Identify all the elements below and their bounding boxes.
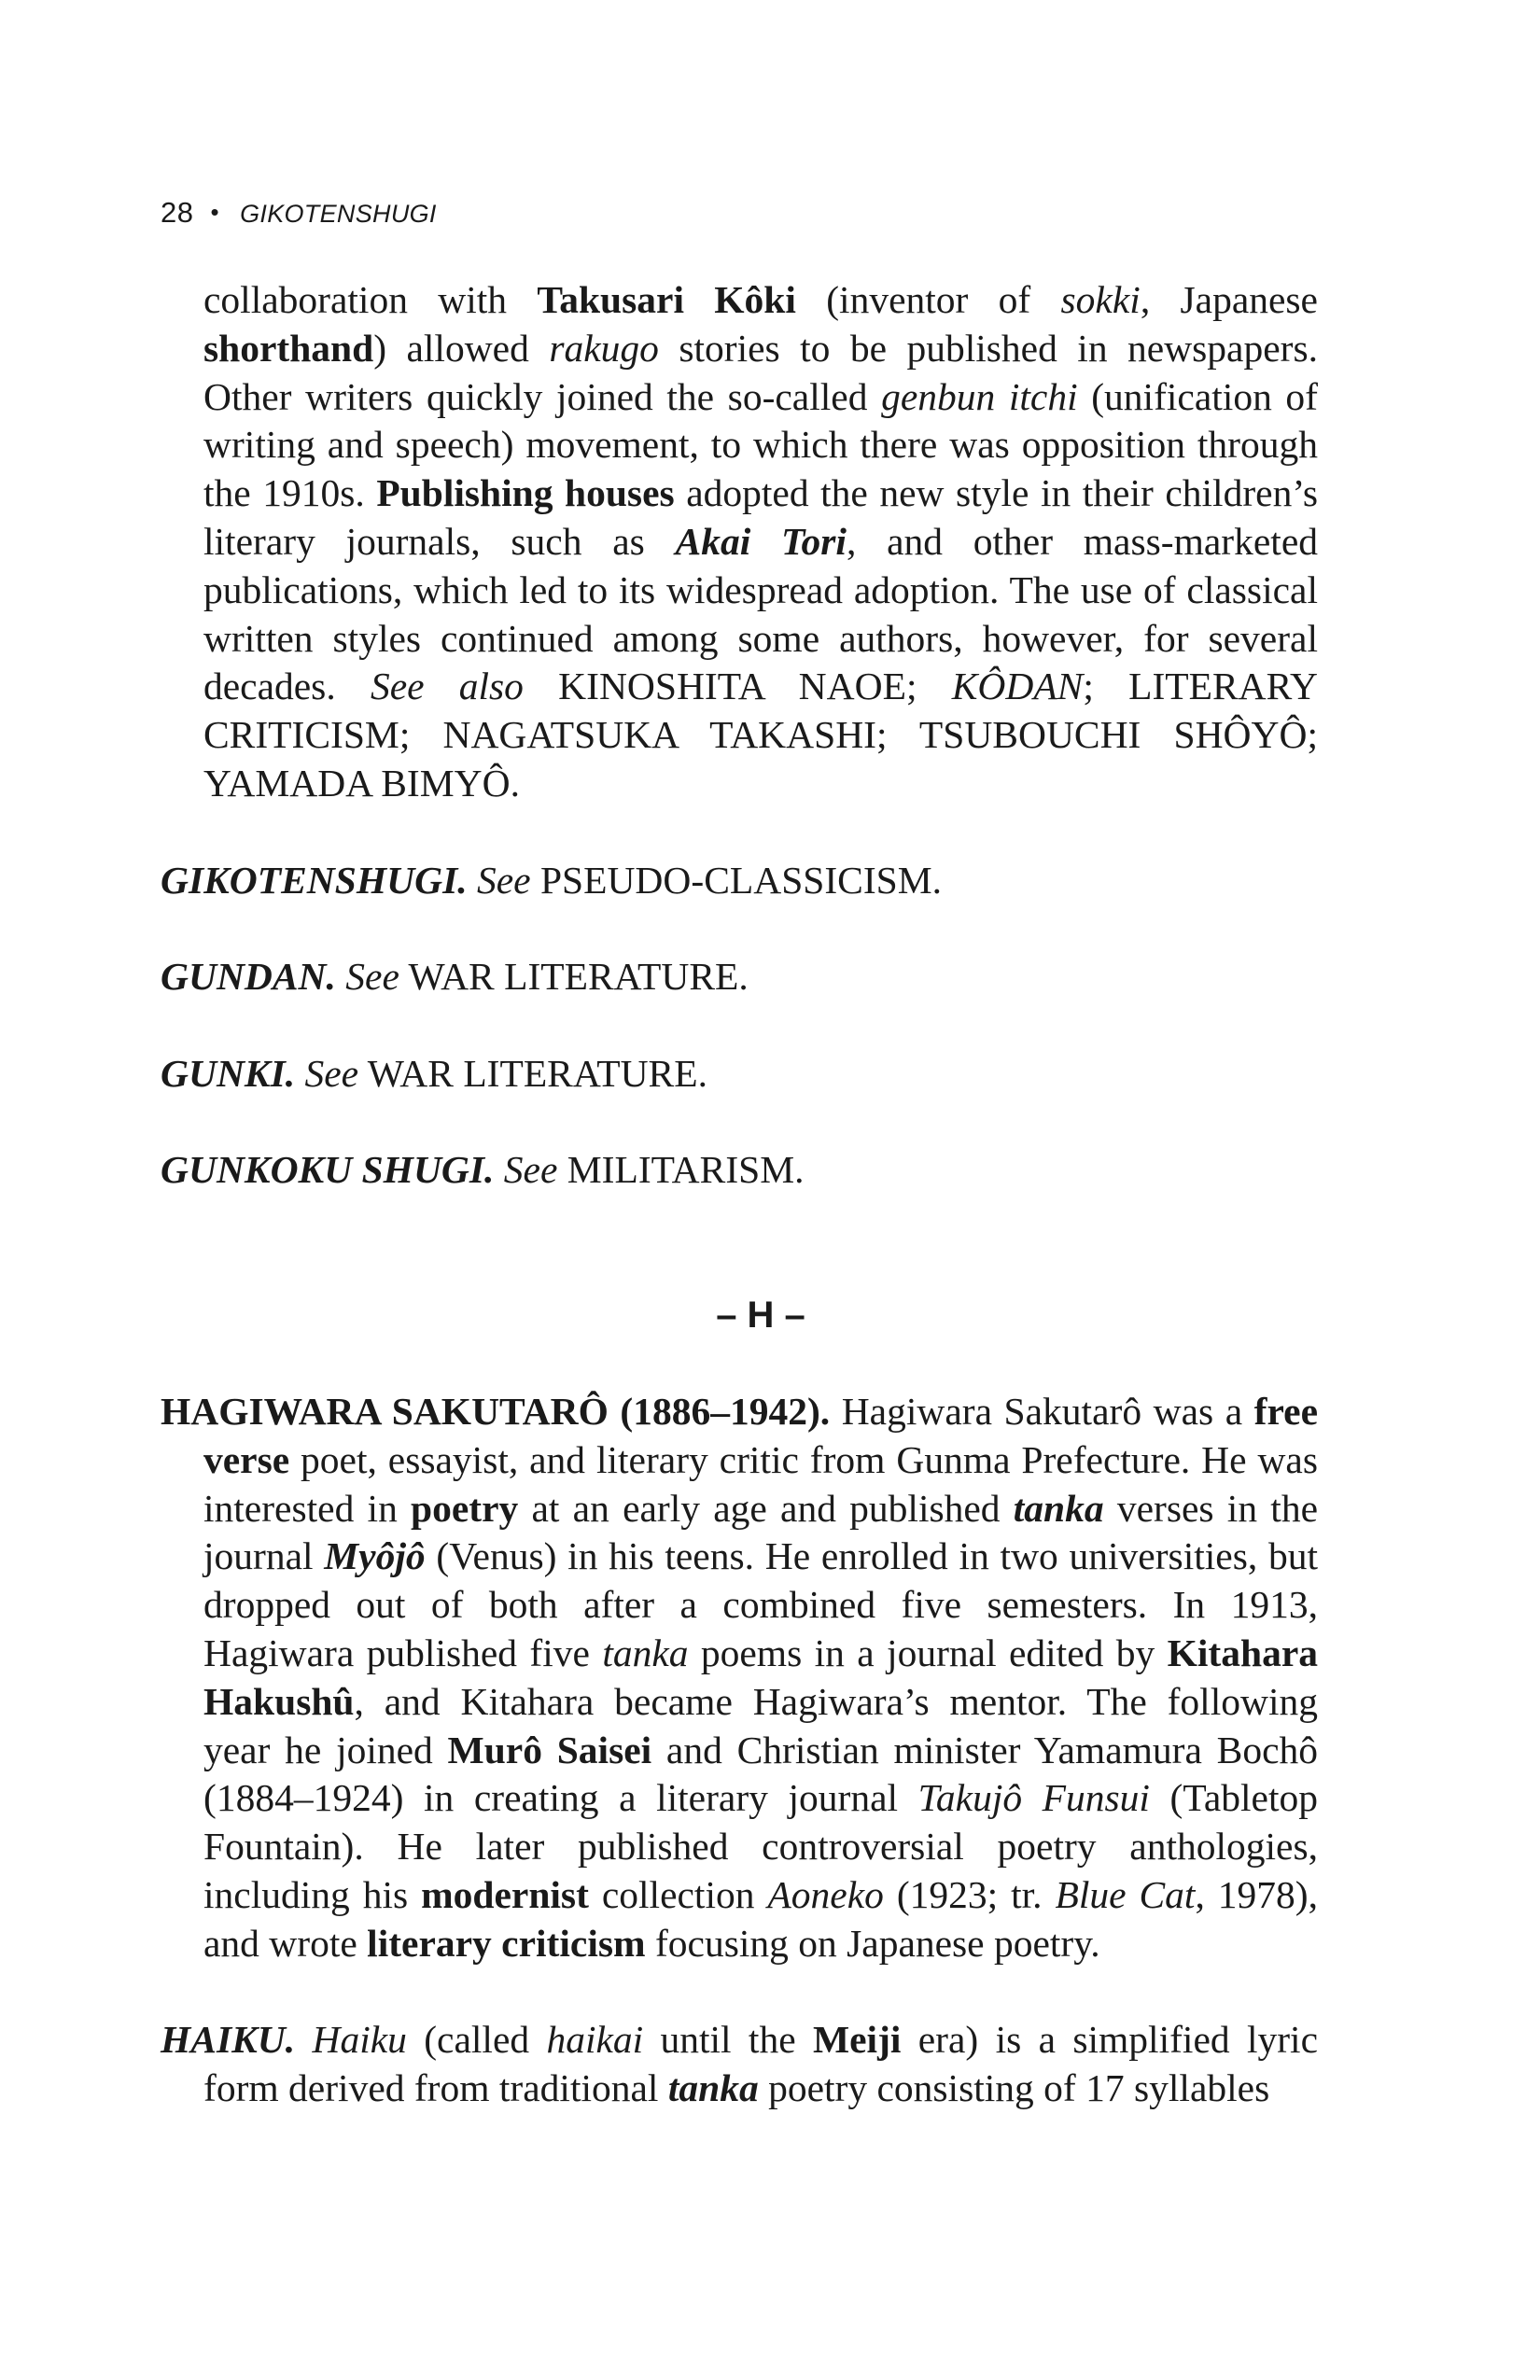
entry-haiku — [161, 2016, 1318, 2113]
text: stories to be published in newspapers. Other writers quickly joined the so-called — [203, 326, 1318, 418]
cross-ref-entry — [161, 1146, 1318, 1195]
text: collaboration with — [203, 278, 538, 321]
text: poet, essayist, and literary critic from Gunma Prefecture. He was interested in — [203, 1437, 1318, 1530]
genbun-itchi-continuation — [161, 276, 1318, 808]
cross-ref-entry — [161, 857, 1318, 905]
section-letter-heading: – H – — [716, 1295, 805, 1337]
see-target: MILITARISM. — [557, 1148, 805, 1192]
text: (unification of writing and speech) movement, to which there was opposition through the 1910s. — [203, 374, 1319, 515]
see-label: See — [304, 1051, 359, 1095]
entry-headword: HAGIWARA SAKUTARÔ (1886–1942). — [161, 1389, 831, 1433]
entry-term: GIKOTENSHUGI. — [161, 858, 468, 902]
entry-term: GUNDAN. — [161, 955, 336, 999]
italic-term: Aoneko — [767, 1872, 884, 1916]
spacer — [161, 1195, 1318, 1291]
cross-ref-bold: shorthand — [203, 326, 374, 370]
see-label: See — [503, 1148, 558, 1192]
spacer — [161, 808, 1318, 857]
entry-term: GUNKI. — [161, 1051, 296, 1095]
text: (inventor of — [795, 278, 1061, 321]
italic-term: rakugo — [549, 326, 659, 370]
page-body — [161, 276, 1318, 2113]
text: collection — [588, 1872, 768, 1916]
text — [295, 2018, 312, 2061]
see-label: See — [345, 955, 399, 999]
cross-ref-bold-italic: tanka — [667, 2066, 759, 2110]
text: (1923; tr. — [883, 1872, 1056, 1916]
entry-hagiwara-sakutaro — [161, 1388, 1318, 1968]
spacer — [161, 1339, 1318, 1388]
text: ) allowed — [373, 326, 550, 370]
cross-ref-bold-italic: Myôjô — [324, 1534, 426, 1578]
page-number: 28 — [161, 196, 194, 229]
text: Hagiwara Sakutarô was a — [830, 1389, 1254, 1433]
cross-ref-bold: free verse — [203, 1389, 1318, 1481]
spacer — [161, 1099, 1318, 1147]
italic-term: Takujô Funsui — [917, 1776, 1150, 1820]
text: , and Kitahara became Hagiwara’s mentor. The following year he joined — [203, 1679, 1318, 1771]
italic-term: tanka — [602, 1631, 689, 1674]
entry-term: GUNKOKU SHUGI. — [161, 1148, 495, 1192]
spacer — [161, 904, 1318, 953]
text: focusing on Japanese poetry. — [645, 1921, 1100, 1965]
text: adopted the new style in their children’s literary journals, such as — [203, 471, 1318, 563]
italic-term: Haiku — [312, 2018, 407, 2062]
see-target: WAR LITERATURE. — [399, 955, 749, 999]
text: , 1978), and wrote — [203, 1872, 1318, 1965]
spacer — [161, 1001, 1318, 1050]
text: KINOSHITA NAOE; — [523, 665, 952, 708]
text: ; LITERARY CRITICISM; NAGATSUKA TAKASHI; TSUBOUCHI SHÔYÔ; YAMADA BIMYÔ. — [203, 665, 1318, 805]
text: until the — [643, 2018, 813, 2062]
running-head — [161, 194, 437, 232]
cross-ref-bold-italic: Akai Tori — [675, 519, 847, 563]
cross-ref-bold: Takusari Kôki — [537, 278, 796, 321]
text: at an early age and published — [518, 1486, 1014, 1530]
italic-term: genbun itchi — [881, 374, 1078, 418]
cross-ref-bold: literary criticism — [367, 1921, 646, 1965]
text: poetry consisting of 17 syllables — [758, 2066, 1270, 2110]
cross-ref-entry — [161, 953, 1318, 1001]
text: , Japanese — [1140, 278, 1318, 321]
entry-headword: HAIKU. — [161, 2018, 296, 2062]
spacer — [161, 1968, 1318, 2017]
text: (Tabletop Fountain). He later published controversial poetry anthologies, including his — [203, 1776, 1318, 1916]
italic-term: sokki — [1060, 278, 1141, 321]
text: era) is a simplified lyric form derived from traditional — [203, 2018, 1318, 2110]
cross-ref-bold: Meiji — [812, 2018, 902, 2062]
cross-ref-bold: Publishing houses — [376, 471, 675, 515]
cross-ref-bold: modernist — [421, 1872, 589, 1916]
italic-term: KÔDAN — [951, 665, 1084, 708]
text: (Venus) in his teens. He enrolled in two universities, but dropped out of both after a combined five semesters. In 1913, Hagiwara published five — [203, 1534, 1318, 1674]
italic-term: Blue Cat — [1055, 1872, 1196, 1916]
italic-term: haikai — [546, 2018, 644, 2062]
cross-ref-bold: Murô Saisei — [447, 1728, 652, 1771]
bullet-separator: • — [210, 198, 220, 226]
text: verses in the journal — [203, 1486, 1318, 1578]
cross-ref-bold: poetry — [411, 1486, 519, 1530]
text: (called — [406, 2018, 547, 2062]
cross-ref-bold: Kitahara Hakushû — [203, 1631, 1318, 1723]
text: and Christian minister Yamamura Bochô (1884–1924) in creating a literary journal — [203, 1728, 1318, 1820]
see-target: PSEUDO-CLASSICISM. — [530, 858, 943, 902]
text: , and other mass-marketed publications, which led to its widespread adoption. The use of classical written styles continued among some authors, however, for several decades. — [203, 519, 1318, 708]
text: poems in a journal edited by — [688, 1631, 1168, 1674]
see-label: See — [476, 858, 531, 902]
running-title: GIKOTENSHUGI — [240, 200, 437, 228]
cross-ref-entry — [161, 1050, 1318, 1099]
see-target: WAR LITERATURE. — [358, 1051, 707, 1095]
see-also-label: See also — [370, 665, 524, 708]
cross-ref-bold-italic: tanka — [1013, 1486, 1104, 1530]
